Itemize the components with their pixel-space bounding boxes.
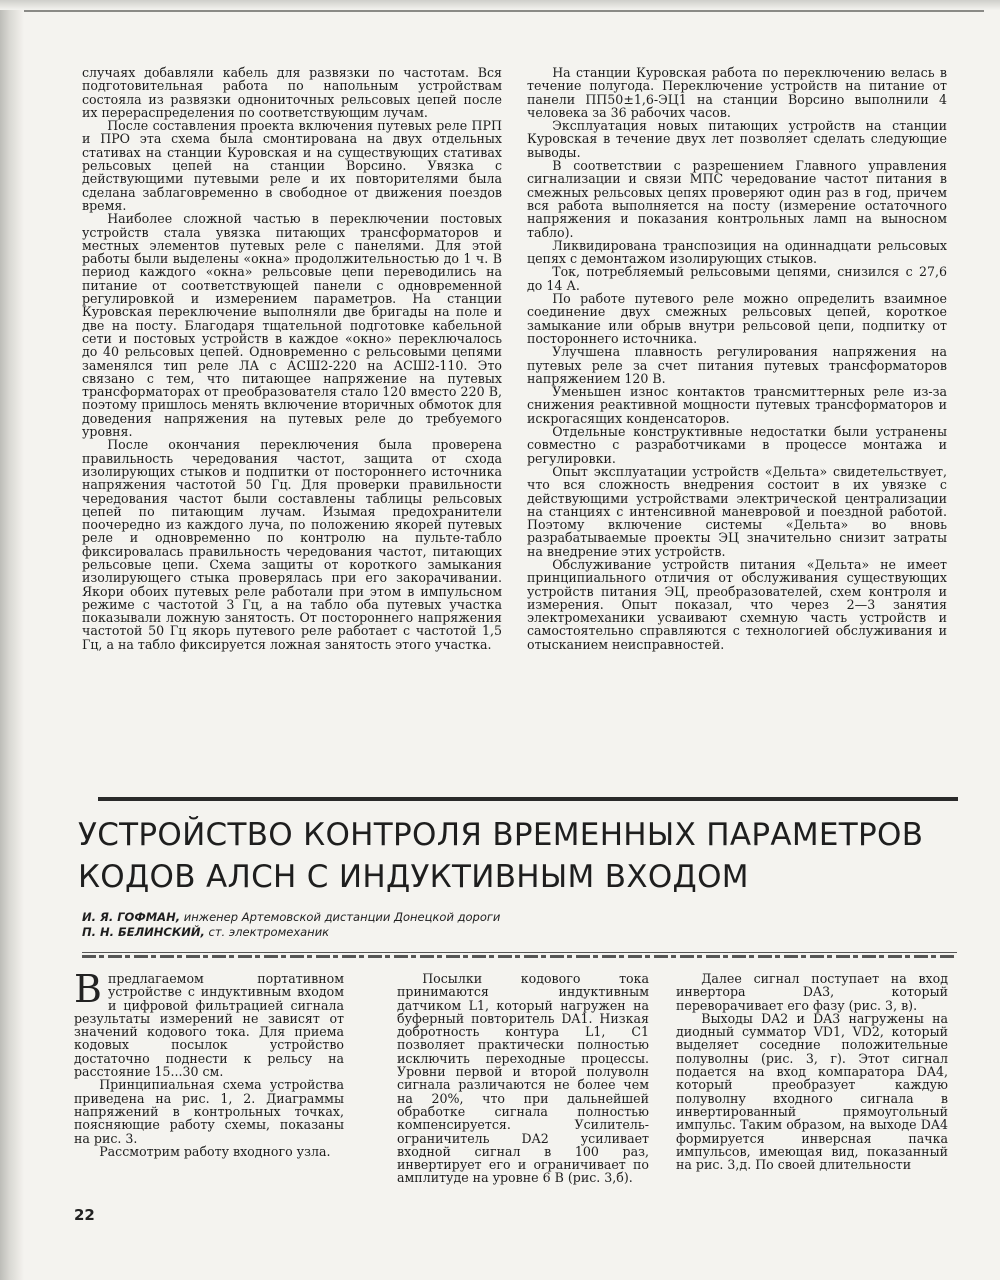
page-top-rule <box>24 10 984 12</box>
paragraph: Выходы DA2 и DA3 нагружены на диодный сумматор VD1, VD2, который выделяет соседние положительные полуволны (рис. 3, г). Этот сигнал подается на вход компаратора DA4, который преобразует каждую полуволну входного сигнала в инвертированный прямоугольный импульс. Таким образом, на выходе DA4 формируется инверсная пачка импульсов, имеющая вид, показанный на рис. 3,д. По своей длительности <box>676 1010 948 1173</box>
paragraph: случаях добавляли кабель для развязки по частотам. Вся подготовительная работа по напольным устройствам состояла из развязки однониточных рельсовых цепей после их перераспределения по соответствующим лучам. <box>82 66 502 120</box>
drop-cap: В <box>74 972 102 1011</box>
header-underline-rule <box>82 952 957 953</box>
top-left-column <box>82 66 502 726</box>
paragraph: Эксплуатация новых питающих устройств на станции Куровская в течение двух лет позволяет сделать следующие выводы. <box>527 118 947 160</box>
paragraph: После составления проекта включения путевых реле ПРП и ПРО эта схема была смонтирована на двух отдельных стативах на станции Куровская и на существующих стативах рельсовых цепей на станции Ворсино. Увязка с действующими путевыми реле и их повторителями была сделана заблаговременно в свободное от движения поездов время. <box>82 118 502 213</box>
paragraph: Принципиальная схема устройства приведена на рис. 1, 2. Диаграммы напряжений в контрольных точках, поясняющие работу схемы, показаны на рис. 3. <box>74 1077 344 1146</box>
paragraph: Посылки кодового тока принимаются индуктивным датчиком L1, который нагружен на буферный повторитель DA1. Низкая добротность контура L1, C1 позволяет практически полностью исключить переходные процессы. Уровни первой и второй полуволн сигнала различаются не более чем на 20%, что при дальнейшей обработке сигнала полностью компенсируется. Усилитель-ограничитель DA2 усиливает входной сигнал в 100 раз, инвертирует его и ограничивает по амплитуде на уровне 6 В (рис. 3,б). <box>397 972 649 1186</box>
paragraph: Обслуживание устройств питания «Дельта» не имеет принципиального отличия от обслуживания существующих устройств питания ЭЦ, преобразователей, схем контроля и измерения. Опыт показал, что через 2—3 занятия электромеханики усваивают схемную часть устройств и самостоятельно справляются с технологией обслуживания и отысканием неисправностей. <box>527 556 947 652</box>
paragraph: В соответствии с разрешением Главного управления сигнализации и связи МПС чередование частот питания в смежных рельсовых цепях проверяют один раз в год, причем вся работа выполняется на посту (измерение остаточного напряжения и показания контрольных ламп на выносном табло). <box>527 158 947 240</box>
section-divider-rule <box>98 797 958 801</box>
lead-paragraph <box>74 972 344 1078</box>
article-title <box>78 814 978 898</box>
author-role: инженер Артемовской дистанции Донецкой дороги <box>183 910 501 924</box>
header-dashed-rule <box>82 955 957 958</box>
page-number: 22 <box>74 1206 95 1224</box>
lead-paragraph-text: предлагаемом портативном устройстве с индуктивным входом и цифровой фильтрацией сигнала результаты измерений не зависят от значений кодового тока. Для приема кодовых посылок устройство достаточно поднести к рельсу на расстояние 15...30 см. <box>74 972 344 1080</box>
article-column-2 <box>397 972 649 1200</box>
article-title-line: УСТРОЙСТВО КОНТРОЛЯ ВРЕМЕННЫХ ПАРАМЕТРОВ <box>78 817 924 853</box>
page-top-shadow <box>0 0 1000 10</box>
article-column-1 <box>74 972 344 1200</box>
paragraph: Ток, потребляемый рельсовыми цепями, снизился с 27,6 до 14 А. <box>527 264 947 293</box>
author-line <box>82 910 782 925</box>
paragraph: Далее сигнал поступает на вход инвертора DA3, который переворачивает его фазу (рис. 3, в). <box>676 972 948 1013</box>
author-name: И. Я. ГОФМАН, <box>82 910 181 924</box>
article-authors <box>82 910 782 940</box>
article-title-line: КОДОВ АЛСН С ИНДУКТИВНЫМ ВХОДОМ <box>78 859 749 895</box>
paragraph: Уменьшен износ контактов трансмиттерных реле из-за снижения реактивной мощности путевых трансформаторов и искрогасящих конденсаторов. <box>527 384 947 426</box>
article-column-3 <box>676 972 948 1200</box>
top-right-column <box>527 66 947 726</box>
author-line <box>82 925 782 940</box>
author-role: ст. электромеханик <box>208 925 330 939</box>
page-binding-shadow <box>0 0 24 1280</box>
paragraph: Улучшена плавность регулирования напряжения на путевых реле за счет питания путевых трансформаторов напряжением 120 В. <box>527 344 947 386</box>
paragraph: По работе путевого реле можно определить взаимное соединение двух смежных рельсовых цепей, короткое замыкание или обрыв внутри рельсовой цепи, подпитку от постороннего источника. <box>527 291 947 346</box>
paragraph: Рассмотрим работу входного узла. <box>99 1143 331 1159</box>
paragraph: Наиболее сложной частью в переключении постовых устройств стала увязка питающих трансформаторов и местных элементов путевых реле с панелями. Для этой работы были выделены «окна» продолжительностью до 1 ч. В период каждого «окна» рельсовые цепи переводились на питание от соответствующей панели с одновременной регулировкой и измерением параметров. На станции Куровская переключение выполняли две бригады на поле и две на посту. Благодаря тщательной подготовке кабельной сети и постовых устройств в каждое «окно» переключалось до 40 рельсовых цепей. Одновременно с рельсовыми цепями заменялся тип реле ЛА с АСШ2-220 на АСШ2-110. Это связано с тем, что питающее напряжение на путевых трансформаторах от преобразователя стало 120 вместо 220 В, поэтому пришлось менять включение вторичных обмоток для доведения напряжения на путевых реле до требуемого уровня. <box>82 211 502 440</box>
paragraph: После окончания переключения была проверена правильность чередования частот, защита от схода изолирующих стыков и подпитки от постороннего источника напряжения частотой 50 Гц. Для проверки правильности чередования частот были составлены таблицы рельсовых цепей по питающим лучам. Изымая предохранители поочередно из каждого луча, по положению якорей путевых реле и одновременно по контролю на пульте-табло фиксировалась правильность чередования частот, питающих рельсовые цепи. Схема защиты от короткого замыкания изолирующего стыка проверялась при его закорачивании. Якори обоих путевых реле работали при этом в импульсном режиме с частотой 3 Гц, а на табло оба путевых участка показывали ложную занятость. От постороннего напряжения частотой 50 Гц якорь путевого реле работает с частотой 1,5 Гц, а на табло фиксируется ложная занятость этого участка. <box>82 437 502 652</box>
paragraph: На станции Куровская работа по переключению велась в течение полугода. Переключение устройств на питание от панели ПП50±1,6-ЭЦ1 на станции Ворсино выполнили 4 человека за 36 рабочих часов. <box>527 66 947 120</box>
paragraph: Ликвидирована транспозиция на одиннадцати рельсовых цепях с демонтажом изолирующих стыков. <box>527 237 947 267</box>
author-name: П. Н. БЕЛИНСКИЙ, <box>82 925 205 939</box>
paragraph: Опыт эксплуатации устройств «Дельта» свидетельствует, что вся сложность внедрения состоит в их увязке с действующими устройствами электрической централизации на станциях с интенсивной маневровой и поездной работой. Поэтому включение системы «Дельта» во вновь разрабатываемые проекты ЭЦ значительно снизит затраты на внедрение этих устройств. <box>527 463 947 559</box>
paragraph: Отдельные конструктивные недостатки были устранены совместно с разработчиками в процессе монтажа и регулировки. <box>527 424 947 466</box>
